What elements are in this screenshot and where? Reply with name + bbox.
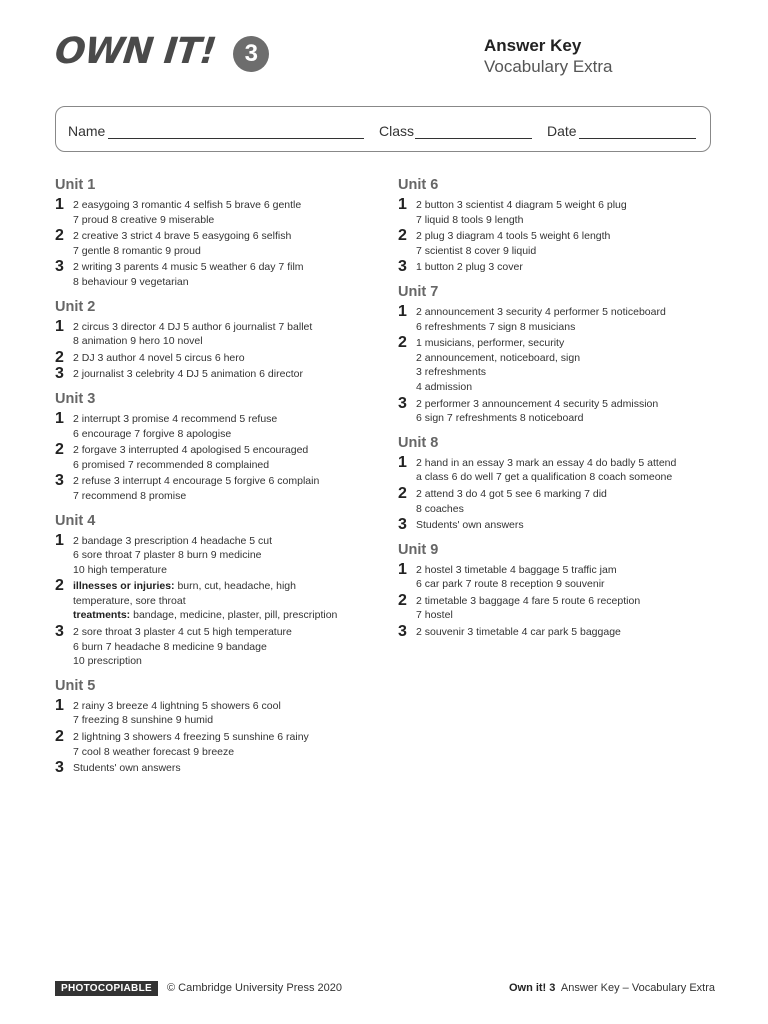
exercise-answers — [398, 260, 728, 275]
answer-line: 2 interrupt 3 promise 4 recommend 5 refuse — [73, 412, 278, 425]
answer-line: 8 animation 9 hero 10 novel — [73, 335, 203, 348]
unit-section — [55, 512, 385, 669]
exercise-answers — [398, 591, 728, 623]
answer-line: 2 sore throat 3 plaster 4 cut 5 high temperature — [73, 626, 292, 639]
unit-section — [55, 677, 385, 776]
unit-title: Unit 1 — [55, 177, 96, 193]
answer-line: 6 encourage 7 forgive 8 apologise — [73, 427, 232, 440]
unit-title: Unit 9 — [398, 541, 439, 558]
answer-line: 6 sore throat 7 plaster 8 burn 9 medicine — [73, 549, 262, 562]
answer-line: 2 circus 3 director 4 DJ 5 author 6 journalist 7 ballet — [73, 320, 313, 333]
footer-doc-title: Answer Key – Vocabulary Extra — [560, 982, 715, 994]
answer-line — [73, 608, 385, 623]
answer-line: 2 lightning 3 showers 4 freezing 5 sunshine 6 rainy — [73, 731, 309, 744]
answers-right-column — [398, 176, 728, 648]
answer-line: Students' own answers — [416, 519, 524, 532]
exercise-number: 1 — [398, 453, 407, 471]
exercise-number: 1 — [398, 560, 407, 578]
answer-line: 2 bandage 3 prescription 4 headache 5 cut — [73, 534, 273, 547]
unit-section — [398, 176, 728, 275]
exercise-answers — [398, 453, 728, 485]
answers-left-column — [55, 176, 385, 784]
exercise-number: 2 — [55, 227, 64, 245]
exercise-answers — [55, 761, 385, 776]
exercise-number: 2 — [55, 441, 64, 459]
exercise-number: 1 — [55, 531, 64, 549]
exercise-answers — [398, 336, 728, 394]
answer-line: 7 liquid 8 tools 9 length — [416, 213, 524, 226]
exercise-number: 1 — [55, 317, 64, 335]
answer-line: 2 rainy 3 breeze 4 lightning 5 showers 6 cool — [73, 699, 281, 712]
exercise-answers — [55, 260, 385, 289]
exercise-answers — [55, 317, 385, 349]
answer-line: 6 car park 7 route 8 reception 9 souvenir — [416, 578, 605, 591]
footer-doc-info — [509, 982, 715, 994]
own-it-logo — [52, 31, 269, 72]
name-field[interactable] — [108, 138, 364, 139]
exercise-answers — [55, 409, 385, 441]
unit-section — [55, 176, 385, 290]
answer-line: 7 proud 8 creative 9 miserable — [73, 213, 215, 226]
answer-line — [73, 579, 385, 594]
exercise-number: 3 — [55, 365, 64, 383]
exercise-answers — [55, 367, 385, 382]
exercise-answers — [55, 474, 385, 503]
answer-line: 2 announcement 3 security 4 performer 5 noticeboard — [416, 305, 666, 318]
unit-title: Unit 7 — [398, 283, 439, 300]
answer-line: Students' own answers — [73, 762, 181, 775]
level-badge: 3 — [233, 36, 269, 72]
answer-line: 2 performer 3 announcement 4 security 5 admission — [416, 397, 659, 410]
answer-line: 2 timetable 3 baggage 4 fare 5 route 6 reception — [416, 594, 641, 607]
exercise-number: 2 — [55, 728, 64, 746]
unit-title: Unit 5 — [55, 677, 96, 694]
category-label: treatments: — [73, 609, 131, 622]
category-label: illnesses or injuries: — [73, 580, 175, 593]
exercise-number: 2 — [398, 484, 407, 502]
unit-title: Unit 3 — [55, 390, 96, 407]
unit-section — [398, 283, 728, 426]
category-answers: temperature, sore throat — [73, 594, 186, 607]
exercise-number: 3 — [55, 623, 64, 641]
exercise-answers — [55, 348, 385, 366]
unit-section — [55, 390, 385, 504]
answer-line: 7 cool 8 weather forecast 9 breeze — [73, 745, 235, 758]
photocopiable-badge: PHOTOCOPIABLE — [55, 981, 158, 996]
exercise-answers — [398, 625, 728, 640]
exercise-number: 3 — [55, 258, 64, 276]
answer-line: 1 button 2 plug 3 cover — [416, 261, 523, 274]
answer-line: 3 refreshments — [416, 366, 487, 379]
exercise-answers — [55, 730, 385, 759]
answer-line: 1 musicians, performer, security — [416, 337, 565, 350]
exercise-answers — [55, 443, 385, 472]
exercise-number: 2 — [55, 348, 64, 366]
exercise-number: 3 — [398, 258, 407, 276]
exercise-number: 1 — [398, 196, 407, 213]
answer-line: 6 sign 7 refreshments 8 noticeboard — [416, 412, 584, 425]
answer-line: 2 attend 3 do 4 got 5 see 6 marking 7 did — [416, 487, 607, 500]
unit-section — [55, 298, 385, 382]
answer-line: 2 hand in an essay 3 mark an essay 4 do badly 5 attend — [416, 456, 677, 469]
answer-line: 2 plug 3 diagram 4 tools 5 weight 6 length — [416, 230, 611, 243]
exercise-number: 2 — [55, 577, 64, 595]
unit-section — [398, 541, 728, 640]
answer-line: 2 button 3 scientist 4 diagram 5 weight 6 plug — [416, 199, 627, 211]
category-answers: bandage, medicine, plaster, pill, prescription — [130, 609, 338, 622]
page-footer — [55, 981, 715, 997]
answer-line: 2 forgave 3 interrupted 4 apologised 5 encouraged — [73, 444, 309, 457]
date-field[interactable] — [579, 138, 696, 139]
exercise-answers — [398, 484, 728, 516]
date-label: Date — [547, 123, 577, 139]
answer-line: 2 easygoing 3 romantic 4 selfish 5 brave 6 gentle — [73, 199, 302, 211]
answer-line: 7 hostel — [416, 609, 453, 622]
answer-line: 2 journalist 3 celebrity 4 DJ 5 animation 6 director — [73, 368, 303, 381]
unit-section — [398, 434, 728, 533]
exercise-answers — [398, 229, 728, 258]
exercise-answers — [398, 394, 728, 426]
exercise-number: 1 — [398, 302, 407, 320]
answer-line: 6 burn 7 headache 8 medicine 9 bandage — [73, 640, 267, 653]
answer-line: 7 scientist 8 cover 9 liquid — [416, 244, 537, 257]
exercise-number: 3 — [55, 759, 64, 777]
answer-line: a class 6 do well 7 get a qualification 8 coach someone — [416, 471, 673, 484]
answer-line: 7 recommend 8 promise — [73, 489, 187, 502]
exercise-answers — [55, 198, 385, 227]
exercise-answers — [55, 229, 385, 258]
category-answers: burn, cut, headache, high — [174, 580, 296, 593]
footer-book-title: Own it! 3 — [508, 982, 556, 994]
answer-line: 2 writing 3 parents 4 music 5 weather 6 day 7 film — [73, 261, 304, 274]
class-field[interactable] — [415, 138, 532, 139]
class-label: Class — [379, 123, 415, 139]
exercise-answers — [398, 560, 728, 592]
copyright-text: © Cambridge University Press 2020 — [167, 982, 343, 994]
exercise-number: 3 — [55, 472, 64, 490]
unit-title: Unit 6 — [398, 177, 439, 193]
answer-line: 2 DJ 3 author 4 novel 5 circus 6 hero — [73, 351, 245, 364]
exercise-answers — [55, 531, 385, 578]
page-subtitle: Vocabulary Extra — [484, 57, 613, 76]
exercise-number: 2 — [398, 591, 407, 609]
unit-title: Unit 4 — [55, 512, 96, 529]
answer-line: 2 creative 3 strict 4 brave 5 easygoing 6 selfish — [73, 230, 292, 243]
exercise-answers — [55, 625, 385, 669]
exercise-number: 2 — [398, 227, 407, 245]
exercise-number: 1 — [55, 196, 64, 213]
answer-line: 6 refreshments 7 sign 8 musicians — [416, 320, 576, 333]
exercise-number: 3 — [398, 516, 407, 534]
name-label: Name — [68, 123, 106, 139]
logo-text: OWN IT! — [52, 31, 218, 72]
answer-line — [73, 594, 385, 609]
exercise-answers — [55, 696, 385, 728]
answer-line: 4 admission — [416, 380, 473, 393]
answer-line: 8 coaches — [416, 502, 464, 515]
answer-line: 6 promised 7 recommended 8 complained — [73, 458, 270, 471]
page-title: Answer Key — [484, 36, 582, 55]
answer-line: 2 hostel 3 timetable 4 baggage 5 traffic jam — [416, 563, 617, 576]
answer-line: 2 announcement, noticeboard, sign — [416, 351, 581, 364]
unit-title: Unit 2 — [55, 298, 96, 315]
exercise-answers — [398, 518, 728, 533]
answer-line: 8 behaviour 9 vegetarian — [73, 275, 189, 288]
exercise-number: 2 — [398, 334, 407, 352]
answer-line: 2 souvenir 3 timetable 4 car park 5 baggage — [416, 626, 621, 639]
exercise-number: 3 — [398, 623, 407, 641]
unit-title: Unit 8 — [398, 434, 439, 451]
exercise-number: 1 — [55, 409, 64, 427]
student-info-box — [55, 106, 711, 152]
answer-line: 2 refuse 3 interrupt 4 encourage 5 forgive 6 complain — [73, 475, 320, 488]
document-header — [484, 36, 613, 78]
answer-line: 7 gentle 8 romantic 9 proud — [73, 244, 201, 257]
answer-line: 10 prescription — [73, 655, 142, 668]
answer-line: 10 high temperature — [73, 563, 167, 576]
exercise-answers — [398, 198, 728, 227]
exercise-answers — [55, 579, 385, 623]
exercise-answers — [398, 302, 728, 334]
exercise-number: 3 — [398, 394, 407, 412]
answer-line: 7 freezing 8 sunshine 9 humid — [73, 714, 214, 727]
exercise-number: 1 — [55, 696, 64, 714]
